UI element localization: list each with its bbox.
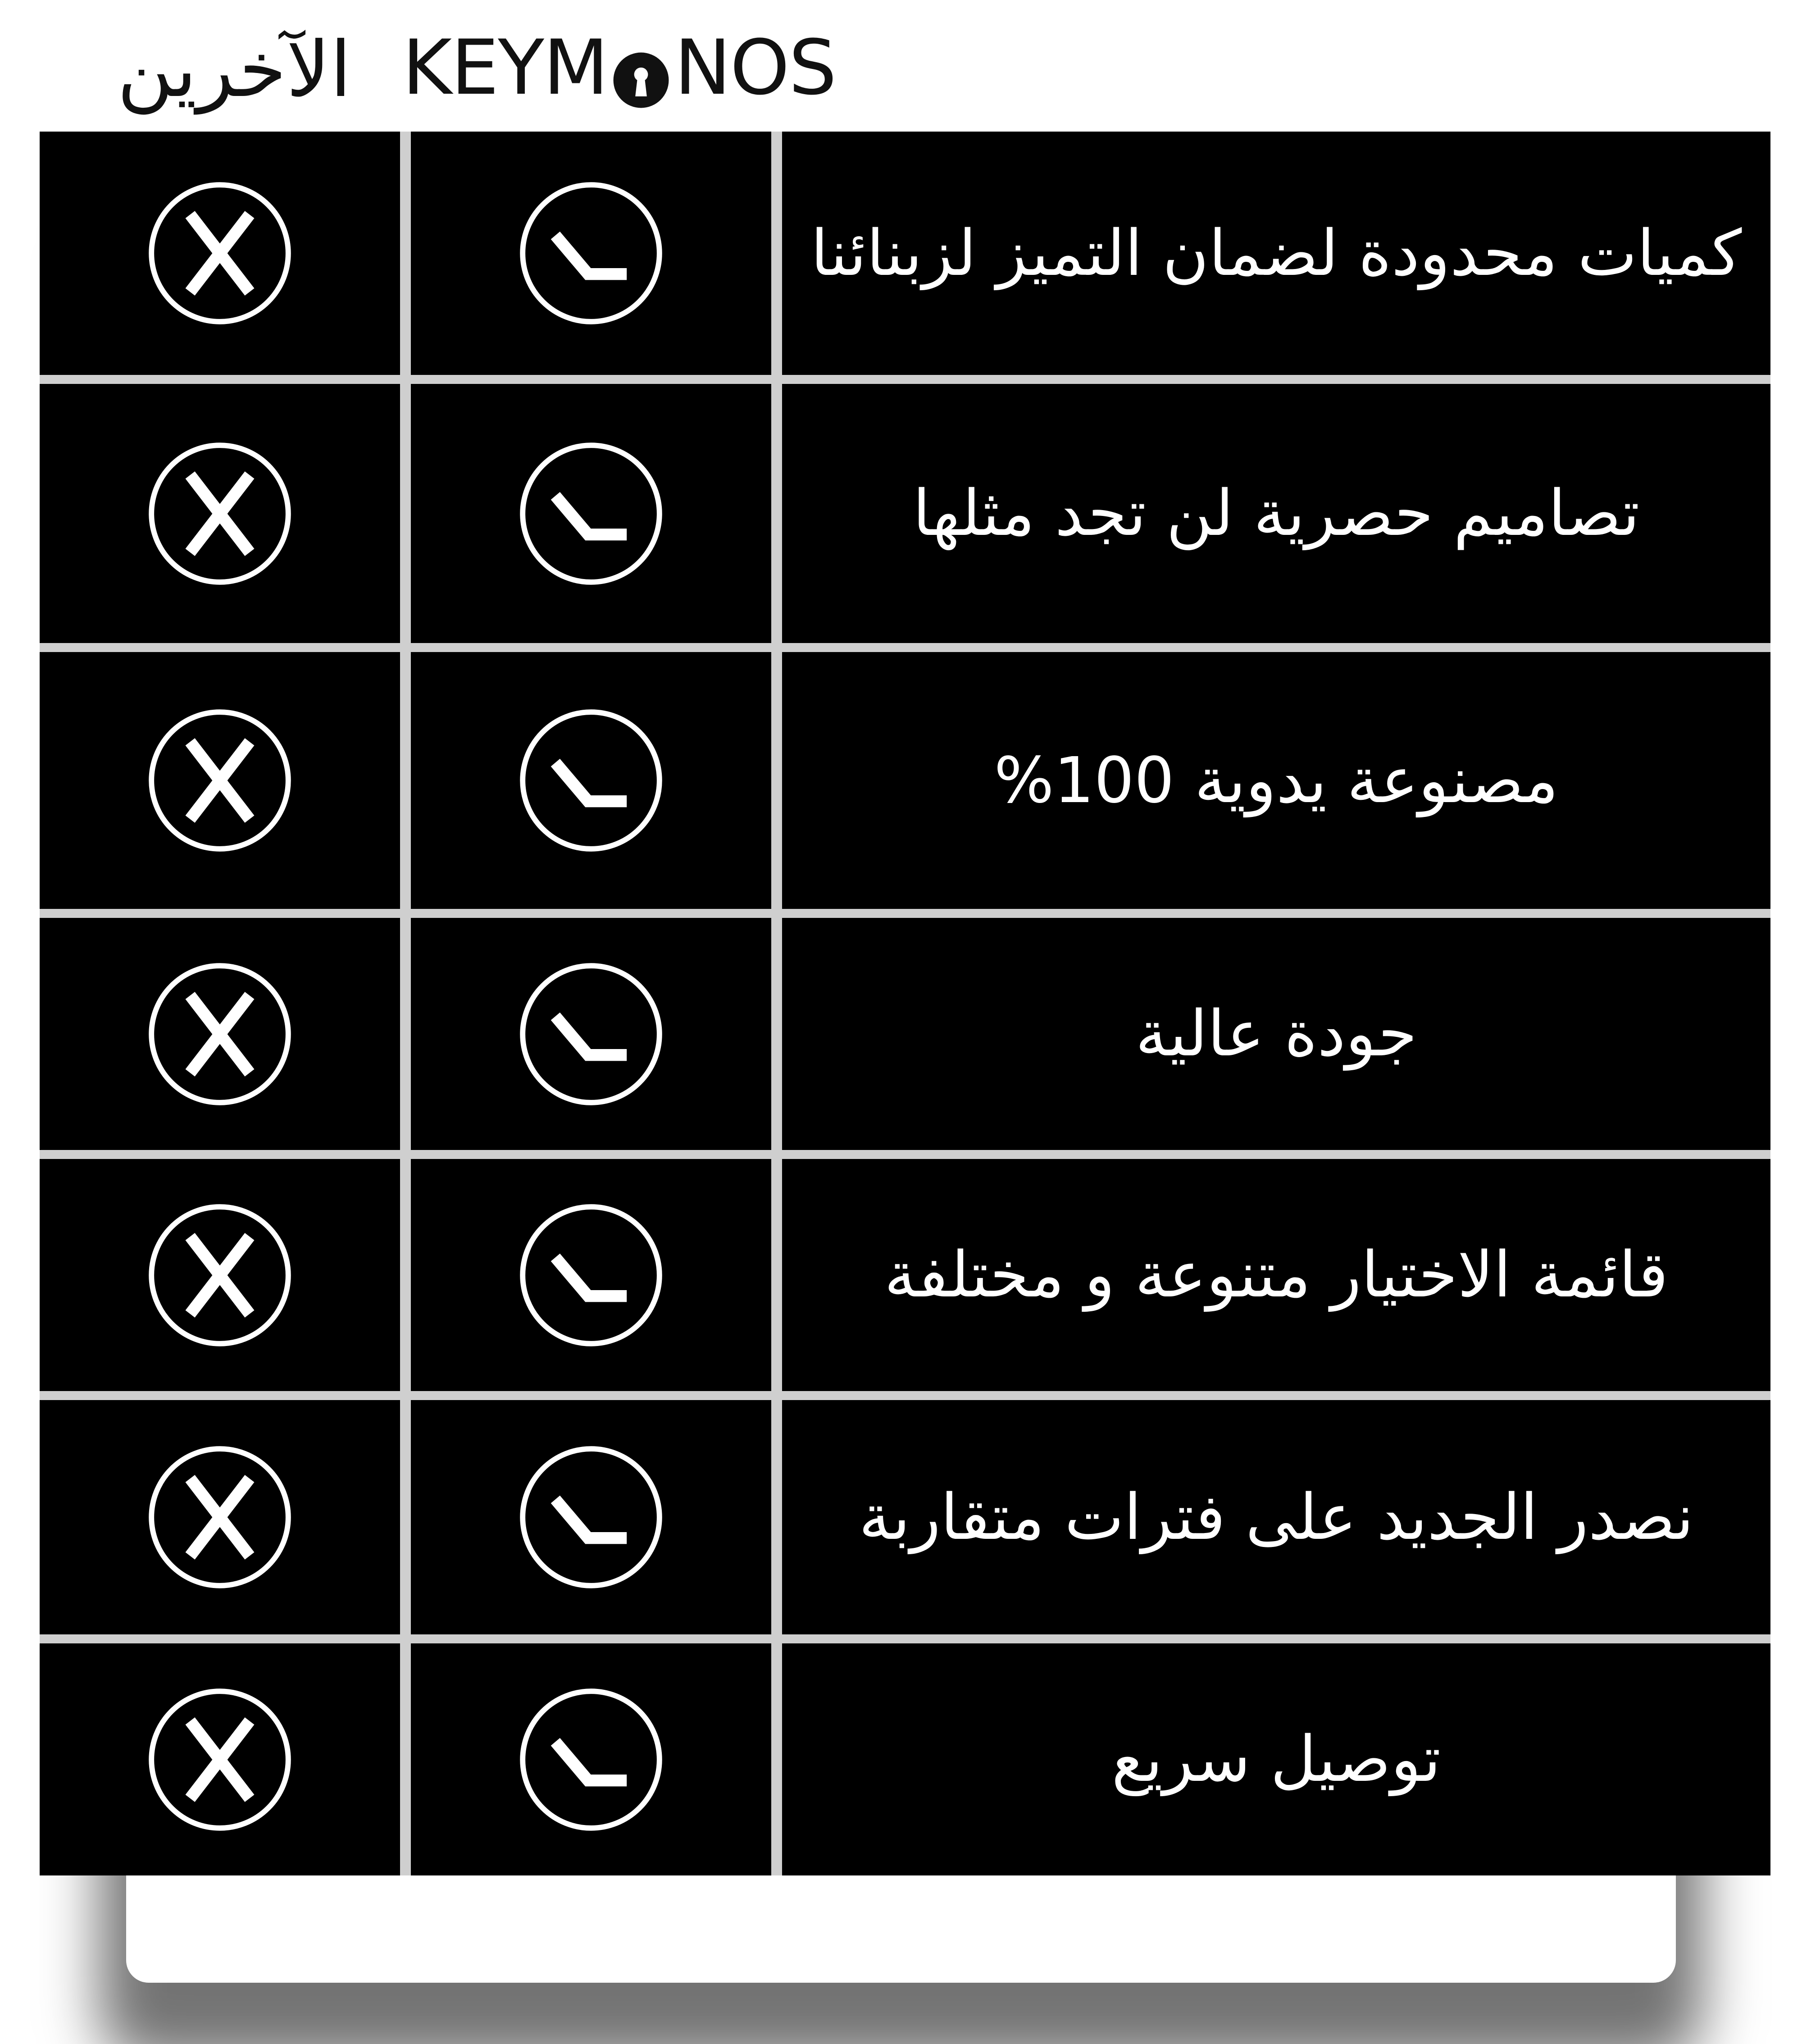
x-circle-icon [146, 706, 294, 855]
feature-label: جودة عالية [1135, 997, 1417, 1071]
feature-label: توصيل سريع [1111, 1723, 1441, 1796]
others-column-label: الآخرين [117, 25, 351, 114]
x-circle-icon [146, 1685, 294, 1834]
brand-cell [411, 132, 771, 375]
x-circle-icon [146, 960, 294, 1109]
feature-label: مصنوعة يدوية 100% [994, 744, 1559, 817]
keyhole-o-icon [612, 39, 670, 96]
others-cell [40, 1643, 400, 1875]
table-row [40, 918, 1770, 1150]
x-circle-icon [146, 439, 294, 588]
brand-cell [411, 384, 771, 643]
check-circle-icon [517, 706, 665, 855]
brand-cell [411, 1643, 771, 1875]
table-row [40, 1159, 1770, 1391]
x-circle-icon [146, 1201, 294, 1350]
x-circle-icon [146, 1443, 294, 1592]
feature-label: نصدر الجديد على فترات متقاربة [859, 1480, 1694, 1554]
table-row [40, 132, 1770, 375]
check-circle-icon [517, 1443, 665, 1592]
others-cell [40, 1400, 400, 1634]
comparison-table [40, 132, 1770, 1875]
others-cell [40, 132, 400, 375]
check-circle-icon [517, 179, 665, 328]
header [0, 0, 1802, 131]
feature-cell [782, 918, 1770, 1150]
check-circle-icon [517, 439, 665, 588]
brand-cell [411, 652, 771, 909]
others-cell [40, 652, 400, 909]
brand-prefix: KEYM [402, 23, 608, 112]
brand-logo [402, 23, 836, 112]
others-cell [40, 384, 400, 643]
brand-suffix: NOS [674, 23, 836, 112]
feature-cell [782, 132, 1770, 375]
feature-label: تصاميم حصرية لن تجد مثلها [913, 477, 1640, 550]
feature-cell [782, 1400, 1770, 1634]
check-circle-icon [517, 1201, 665, 1350]
brand-cell [411, 918, 771, 1150]
table-row [40, 1400, 1770, 1634]
others-cell [40, 918, 400, 1150]
brand-cell [411, 1400, 771, 1634]
brand-cell [411, 1159, 771, 1391]
feature-label: كميات محدودة لضمان التميز لزبنائنا [810, 216, 1742, 290]
others-cell [40, 1159, 400, 1391]
x-circle-icon [146, 179, 294, 328]
table-row [40, 1643, 1770, 1875]
table-row [40, 384, 1770, 643]
feature-cell [782, 384, 1770, 643]
check-circle-icon [517, 1685, 665, 1834]
table-row [40, 652, 1770, 909]
feature-cell [782, 1643, 1770, 1875]
feature-cell [782, 1159, 1770, 1391]
feature-cell [782, 652, 1770, 909]
check-circle-icon [517, 960, 665, 1109]
feature-label: قائمة الاختيار متنوعة و مختلفة [884, 1238, 1669, 1312]
